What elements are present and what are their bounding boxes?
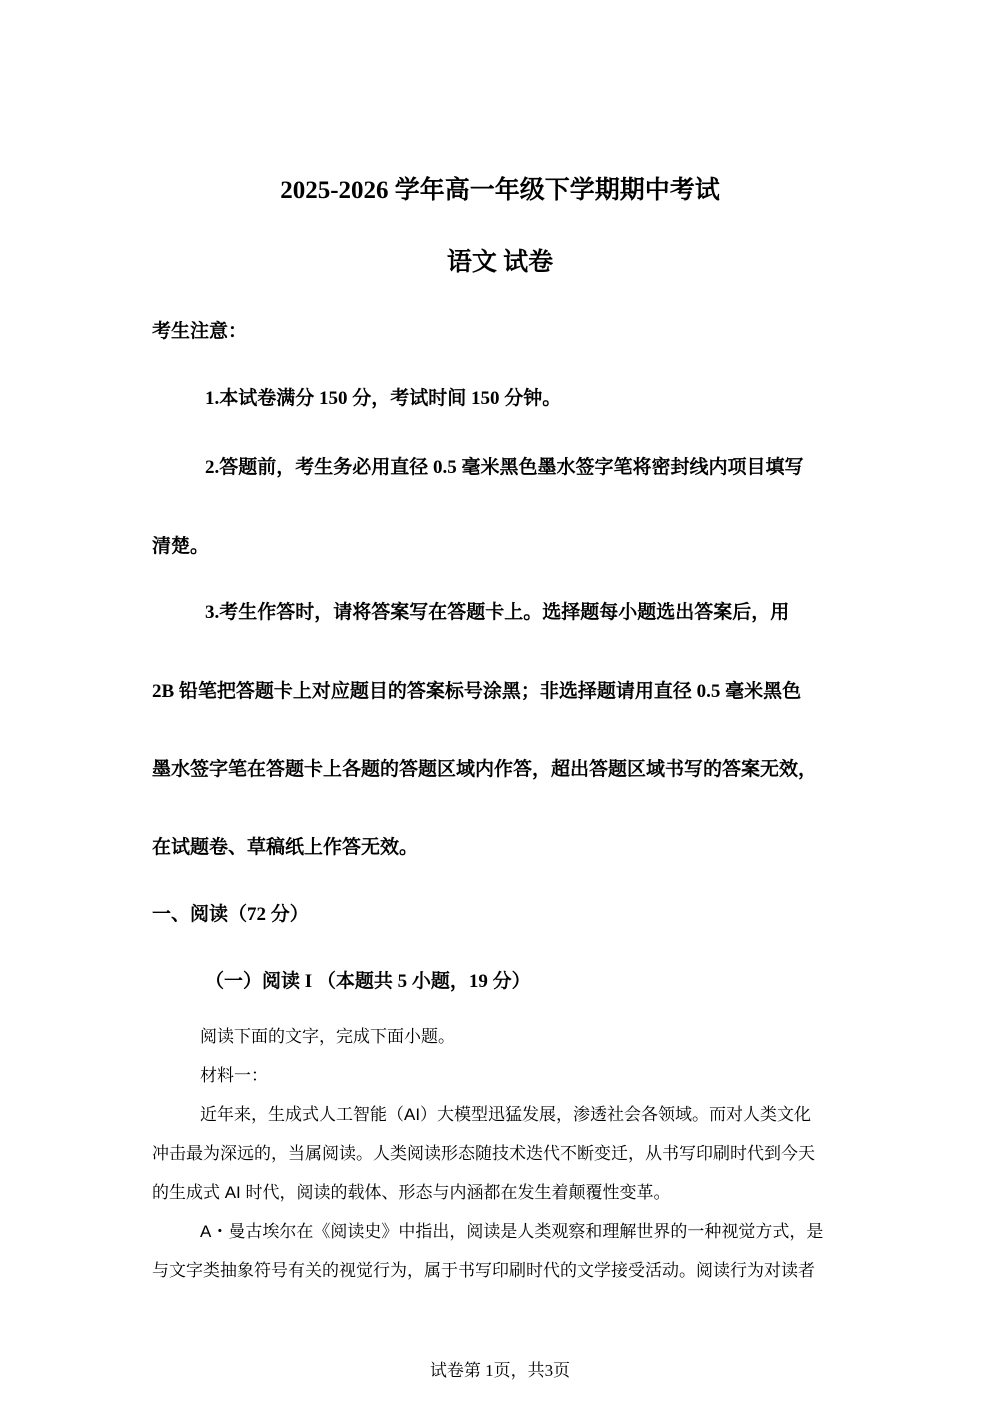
- notice-line: 在试题卷、草稿纸上作答无效。: [152, 837, 419, 858]
- instruction-text: 阅读下面的文字，完成下面小题。: [200, 1027, 455, 1046]
- section-heading: 一、阅读（72 分）: [152, 904, 309, 925]
- notice-line: 2B 铅笔把答题卡上对应题目的答案标号涂黑；非选择题请用直径 0.5 毫米黑色: [152, 681, 802, 702]
- exam-subtitle: 语文 试卷: [446, 249, 554, 276]
- notice-line: 墨水签字笔在答题卡上各题的答题区域内作答，超出答题区域书写的答案无效，: [152, 759, 818, 780]
- notice-line: 3.考生作答时，请将答案写在答题卡上。选择题每小题选出答案后，用: [205, 602, 790, 623]
- page-footer: 试卷第 1页，共3页: [429, 1361, 571, 1380]
- section-sub-heading: （一）阅读 I （本题共 5 小题，19 分）: [205, 971, 531, 992]
- notice-line: 2.答题前，考生务必用直径 0.5 毫米黑色墨水签字笔将密封线内项目填写: [205, 457, 804, 478]
- notice-line: 1.本试卷满分 150 分，考试时间 150 分钟。: [205, 388, 562, 409]
- notice-line: 清楚。: [152, 536, 210, 557]
- notice-label: 考生注意：: [152, 321, 248, 342]
- paragraph-line: 的生成式 AI 时代，阅读的载体、形态与内涵都在发生着颠覆性变革。: [152, 1183, 671, 1202]
- exam-title: 2025-2026 学年高一年级下学期期中考试: [280, 177, 720, 204]
- material-label: 材料一：: [200, 1066, 268, 1085]
- paragraph-line: 与文字类抽象符号有关的视觉行为，属于书写印刷时代的文学接受活动。阅读行为对读者: [152, 1261, 815, 1280]
- paragraph-line: 近年来，生成式人工智能（AI）大模型迅猛发展，渗透社会各领域。而对人类文化: [200, 1105, 812, 1124]
- paragraph-line: 冲击最为深远的，当属阅读。人类阅读形态随技术迭代不断变迁，从书写印刷时代到今天: [152, 1144, 815, 1163]
- paragraph-line: A・曼古埃尔在《阅读史》中指出，阅读是人类观察和理解世界的一种视觉方式，是: [200, 1222, 824, 1241]
